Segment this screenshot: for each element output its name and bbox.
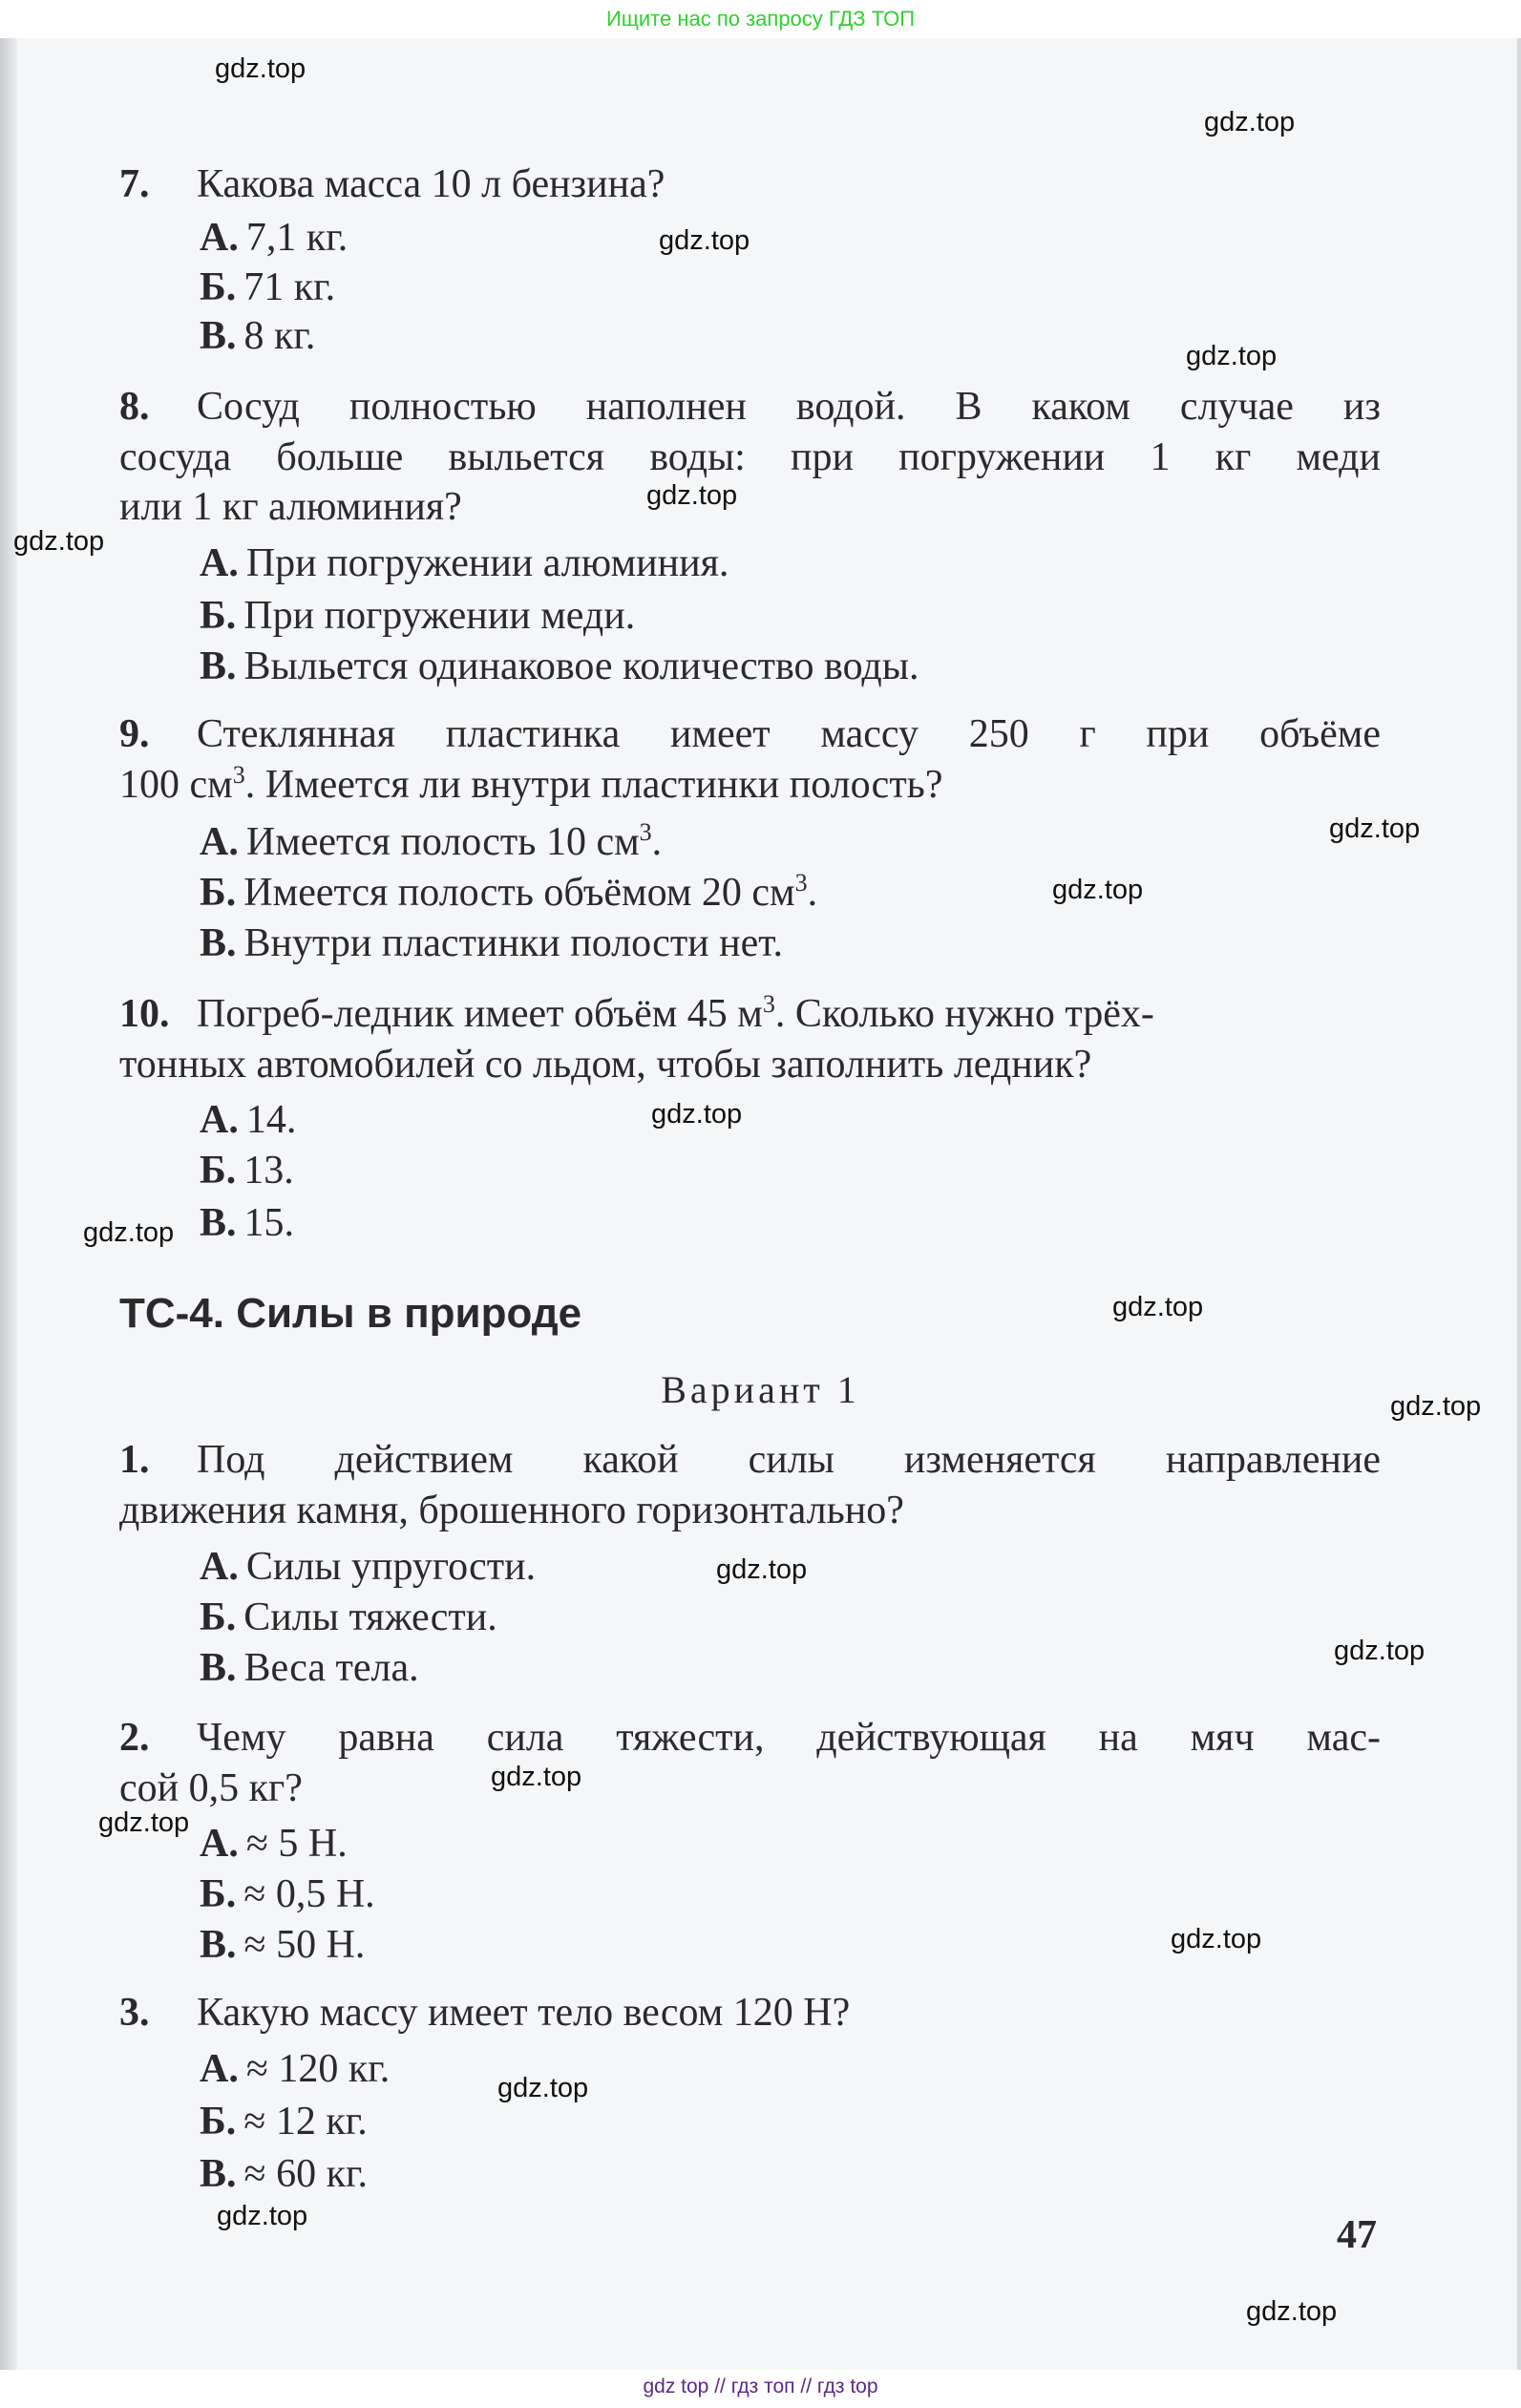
answer-text: Выльется одинаковое количество воды. — [243, 644, 919, 688]
watermark: gdz.top — [716, 1554, 808, 1585]
question-text: Сосуд полностью наполнен водой. В каком случае из — [197, 385, 1381, 429]
bottom-banner-text: gdz top // гдз топ // гдз top — [643, 2376, 878, 2397]
answer-letter: В. — [200, 2152, 237, 2196]
question-text: Какова масса 10 л бензина? — [197, 162, 665, 206]
question-text: Какую массу имеет тело весом 120 Н? — [197, 1991, 851, 2035]
answer-option — [200, 817, 662, 867]
watermark: gdz.top — [98, 1807, 190, 1838]
answer-option — [200, 919, 783, 968]
answer-text: Силы тяжести. — [243, 1595, 497, 1639]
page-spine-shadow — [0, 38, 17, 2370]
text-part: . Сколько нужно трёх- — [774, 992, 1154, 1036]
answer-text: 8 кг. — [243, 314, 316, 358]
question-text: или 1 кг алюминия? — [119, 485, 462, 529]
question-text: движения камня, брошенного горизонтально? — [119, 1489, 904, 1532]
watermark: gdz.top — [1390, 1391, 1482, 1422]
answer-option — [200, 1198, 294, 1248]
watermark: gdz.top — [1246, 2296, 1338, 2327]
watermark: gdz.top — [1171, 1924, 1262, 1954]
answer-letter: А. — [200, 1822, 239, 1866]
question-number: 1. — [119, 1438, 150, 1482]
answer-option — [200, 1542, 536, 1592]
text-part: Погреб-ледник имеет объём 45 м — [197, 992, 763, 1036]
answer-text: Имеется полость 10 см — [245, 820, 640, 864]
question-text: тонных автомобилей со льдом, чтобы заполнить ледник? — [119, 1043, 1092, 1087]
answer-letter: Б. — [200, 2100, 237, 2144]
watermark: gdz.top — [497, 2073, 589, 2103]
watermark: gdz.top — [217, 2201, 308, 2231]
answer-option — [200, 1920, 365, 1970]
watermark: gdz.top — [491, 1762, 582, 1792]
question-text — [197, 989, 1154, 1039]
answer-letter: А. — [200, 2047, 239, 2091]
text-part: 100 см — [119, 763, 233, 807]
answer-letter: Б. — [200, 1149, 237, 1193]
answer-letter: В. — [200, 644, 237, 688]
top-banner-text: Ищите нас по запросу ГДЗ ТОП — [605, 7, 916, 31]
answer-letter: В. — [200, 921, 237, 965]
answer-letter: В. — [200, 314, 237, 358]
answer-text: 13. — [243, 1149, 294, 1193]
answer-text: ≈ 60 кг. — [243, 2152, 368, 2196]
question-text — [119, 760, 942, 810]
answer-option — [200, 2149, 368, 2199]
answer-letter: В. — [200, 1201, 237, 1245]
answer-text: 14. — [245, 1098, 297, 1142]
watermark: gdz.top — [646, 480, 738, 511]
answer-option — [200, 311, 315, 361]
answer-letter: В. — [200, 1646, 237, 1690]
text-part: . Имеется ли внутри пластинки полость? — [244, 763, 943, 807]
answer-option — [200, 868, 817, 918]
answer-option — [200, 642, 919, 691]
answer-option — [200, 1095, 296, 1145]
answer-letter: Б. — [200, 1595, 237, 1639]
question-text: Стеклянная пластинка имеет массу 250 г при объёме — [197, 712, 1381, 756]
answer-text: При погружении меди. — [243, 594, 636, 638]
answer-option — [200, 2044, 390, 2094]
superscript: 3 — [794, 869, 808, 897]
page-right-edge — [1517, 38, 1521, 2370]
top-banner — [0, 0, 1521, 38]
answer-text: При погружении алюминия. — [245, 541, 729, 585]
answer-text: Имеется полость объёмом 20 см — [243, 871, 795, 915]
watermark: gdz.top — [1052, 875, 1144, 905]
answer-text: ≈ 0,5 Н. — [243, 1872, 375, 1916]
variant-heading: Вариант 1 — [661, 1368, 860, 1411]
watermark: gdz.top — [1204, 107, 1296, 137]
question-number: 2. — [119, 1716, 150, 1760]
watermark: gdz.top — [1186, 341, 1278, 371]
answer-option — [200, 1869, 375, 1919]
answer-letter: Б. — [200, 594, 237, 638]
answer-text-end: . — [651, 820, 663, 864]
watermark: gdz.top — [659, 225, 750, 256]
answer-text: ≈ 12 кг. — [243, 2100, 368, 2144]
answer-text: ≈ 120 кг. — [245, 2047, 391, 2091]
question-number: 8. — [119, 385, 150, 429]
watermark: gdz.top — [215, 53, 306, 84]
answer-text: Внутри пластинки полости нет. — [243, 921, 783, 965]
watermark: gdz.top — [651, 1099, 743, 1130]
question-text: Под действием какой силы изменяется направление — [197, 1438, 1381, 1482]
answer-text-end: . — [807, 871, 818, 915]
answer-option — [200, 263, 335, 312]
answer-option — [200, 213, 348, 263]
section-title: ТС-4. Силы в природе — [119, 1290, 582, 1337]
question-text: сосуда больше выльется воды: при погружении 1 кг меди — [119, 435, 1381, 479]
answer-option — [200, 539, 729, 588]
answer-letter: А. — [200, 1098, 239, 1142]
superscript: 3 — [762, 990, 775, 1018]
answer-letter: А. — [200, 820, 239, 864]
watermark: gdz.top — [1334, 1636, 1426, 1666]
answer-letter: Б. — [200, 265, 237, 309]
question-number: 9. — [119, 712, 150, 756]
superscript: 3 — [232, 761, 245, 789]
question-text: сой 0,5 кг? — [119, 1766, 303, 1810]
watermark: gdz.top — [1112, 1292, 1204, 1322]
answer-option — [200, 1643, 419, 1693]
question-number: 10. — [119, 992, 170, 1036]
answer-text: ≈ 50 Н. — [243, 1923, 366, 1967]
answer-option — [200, 2097, 368, 2146]
watermark: gdz.top — [1329, 813, 1421, 844]
answer-option — [200, 1819, 348, 1869]
answer-text: 71 кг. — [243, 265, 336, 309]
answer-letter: А. — [200, 541, 239, 585]
answer-letter: А. — [200, 216, 239, 260]
question-text: Чему равна сила тяжести, действующая на мяч мас- — [197, 1716, 1381, 1760]
answer-text: Веса тела. — [243, 1646, 419, 1690]
answer-letter: Б. — [200, 1872, 237, 1916]
answer-text: 15. — [243, 1201, 295, 1245]
superscript: 3 — [639, 818, 652, 846]
answer-option — [200, 1146, 294, 1195]
watermark: gdz.top — [83, 1217, 175, 1248]
question-number: 7. — [119, 162, 150, 206]
answer-letter: А. — [200, 1545, 239, 1589]
answer-letter: В. — [200, 1923, 237, 1967]
bottom-banner — [0, 2370, 1521, 2408]
answer-option — [200, 1593, 497, 1642]
answer-text: 7,1 кг. — [245, 216, 349, 260]
answer-letter: Б. — [200, 871, 237, 915]
answer-text: Силы упругости. — [245, 1545, 537, 1589]
answer-text: ≈ 5 Н. — [245, 1822, 348, 1866]
watermark: gdz.top — [13, 526, 105, 557]
answer-option — [200, 591, 635, 641]
question-number: 3. — [119, 1991, 150, 2035]
page-number: 47 — [1337, 2213, 1377, 2257]
